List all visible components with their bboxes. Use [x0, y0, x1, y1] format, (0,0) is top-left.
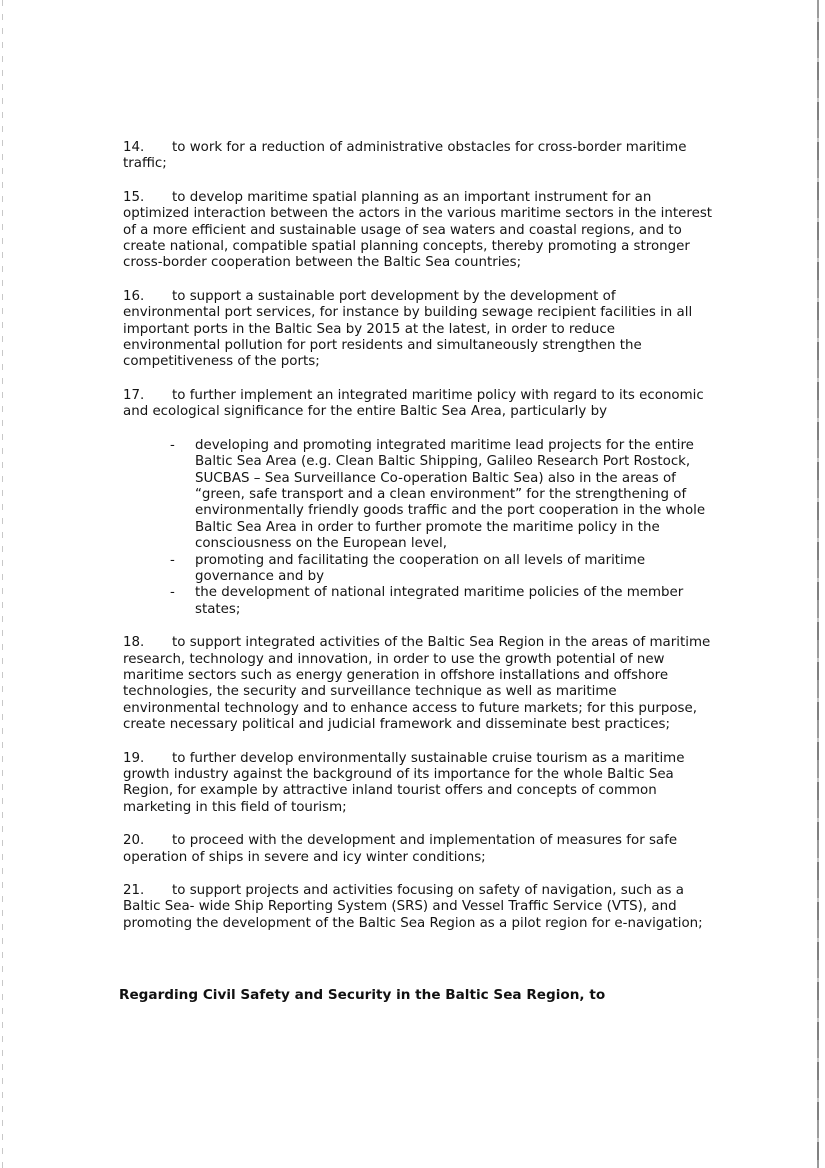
paragraph-text: to further implement an integrated maritime policy with regard to its economic and ecological significance for the entire Baltic Sea Area, particularly by — [123, 387, 704, 420]
document-body — [123, 140, 713, 949]
paragraph-text: to support integrated activities of the Baltic Sea Region in the areas of maritime research, technology and innovation, in order to use the growth potential of new maritime sectors such as energy generation in offshore installations and offshore technologies, the security and surveillance technique as well as maritime environmental technology and to enhance access to future markets; for this purpose, create necessary political and judicial framework and disseminate best practices; — [123, 635, 711, 733]
paragraph-text: to proceed with the development and implementation of measures for safe operation of ships in severe and icy winter conditions; — [123, 833, 678, 865]
list-item-text: promoting and facilitating the cooperation on all levels of maritime governance and by — [195, 552, 646, 584]
paragraph-16 — [123, 289, 713, 371]
paragraph-number: 20. — [123, 833, 145, 849]
bullet-dash: - — [170, 437, 175, 453]
paragraph-19 — [123, 751, 713, 817]
list-item — [170, 585, 713, 618]
paragraph-text: to support projects and activities focusing on safety of navigation, such as a Baltic Sea- wide Ship Reporting System (SRS) and Vessel Traffic Service (VTS), and promoting the development of the Baltic Sea Region as a pilot region for e-navigation; — [123, 883, 703, 931]
paragraph-number: 16. — [123, 288, 145, 304]
list-item-text: the development of national integrated maritime policies of the member states; — [195, 585, 684, 617]
scan-edge-right — [817, 0, 819, 1168]
paragraph-number: 18. — [123, 635, 145, 651]
paragraph-number: 14. — [123, 140, 145, 155]
bullet-dash: - — [170, 552, 175, 568]
section-heading: Regarding Civil Safety and Security in the Baltic Sea Region, to — [119, 987, 606, 1003]
list-item-text: developing and promoting integrated maritime lead projects for the entire Baltic Sea Area (e.g. Clean Baltic Shipping, Galileo Research Port Rostock, SUCBAS – Sea Surveillance Co-operation Baltic Sea) also in the areas of “green, safe transport and a clean environment” for the strengthening of environmentally friendly goods traffic and the port cooperation in the whole Baltic Sea Area in order to further promote the maritime policy in the consciousness on the European level, — [195, 437, 706, 552]
paragraph-text: to support a sustainable port development by the development of environmental port services, for instance by building sewage recipient facilities in all important ports in the Baltic Sea by 2015 at the latest, in order to reduce environmental pollution for port residents and simultaneously strengthen the competitiveness of the ports; — [123, 288, 693, 370]
list-item — [170, 437, 713, 553]
paragraph-text: to work for a reduction of administrative obstacles for cross-border maritime traffic; — [123, 140, 687, 172]
paragraph-number: 21. — [123, 883, 145, 899]
paragraph-21 — [123, 883, 713, 932]
bullet-list — [123, 438, 713, 618]
paragraph-text: to develop maritime spatial planning as an important instrument for an optimized interaction between the actors in the various maritime sectors in the interest of a more efficient and sustainable usage of sea waters and coastal regions, and to create national, compatible spatial planning concepts, thereby promoting a stronger cross-border cooperation between the Baltic Sea countries; — [123, 189, 713, 271]
scan-edge-left — [2, 0, 3, 1168]
paragraph-text: to further develop environmentally sustainable cruise tourism as a maritime growth industry against the background of its importance for the whole Baltic Sea Region, for example by attractive inland tourist offers and concepts of common marketing in this field of tourism; — [123, 750, 685, 815]
paragraph-17 — [123, 388, 713, 421]
paragraph-18 — [123, 635, 713, 733]
paragraph-20 — [123, 833, 713, 866]
list-item — [170, 552, 713, 586]
paragraph-14 — [123, 140, 713, 173]
paragraph-number: 17. — [123, 387, 145, 403]
bullet-dash: - — [170, 585, 175, 601]
paragraph-15 — [123, 190, 713, 272]
paragraph-number: 19. — [123, 750, 145, 766]
paragraph-number: 15. — [123, 189, 145, 205]
